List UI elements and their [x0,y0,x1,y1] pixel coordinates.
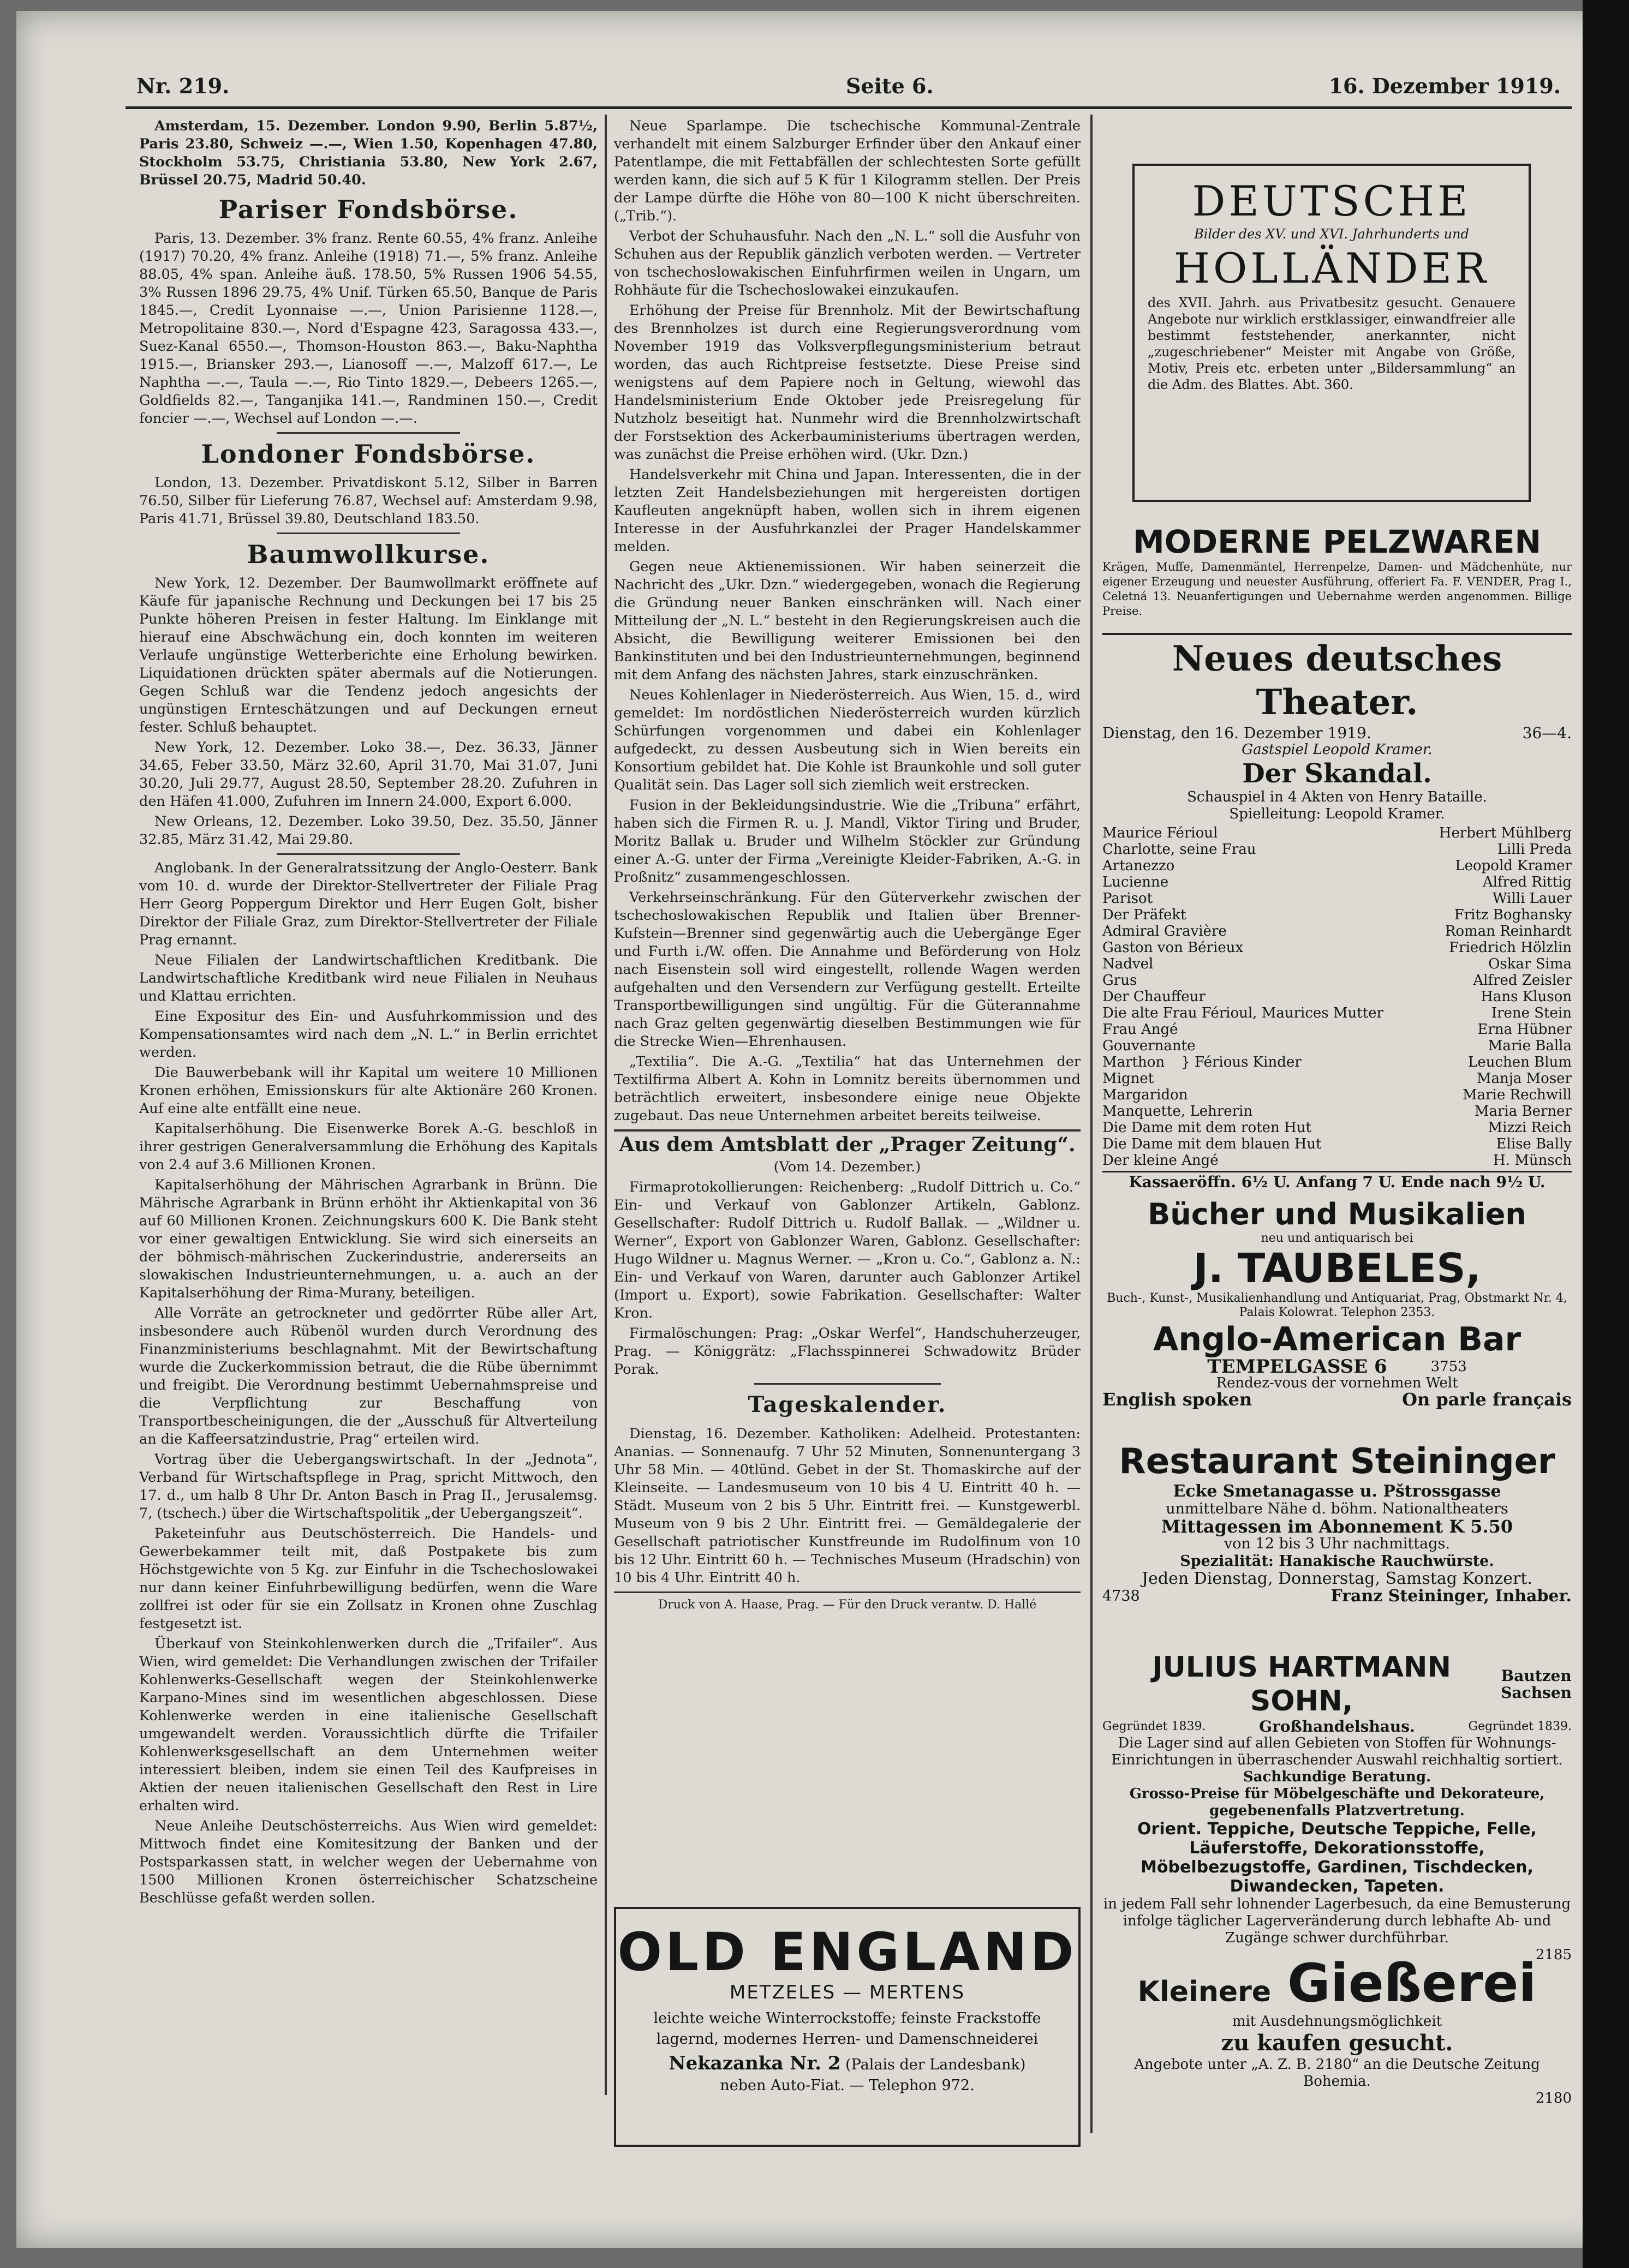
ad-line: Spezialität: Hanakische Rauchwürste. [1180,1553,1494,1570]
cast-row [1102,858,1572,874]
cast-row [1102,989,1572,1005]
ad-line: leichte weiche Winterrockstoffe; feinste Frackstoffe [653,2010,1041,2027]
cast-row [1102,1005,1572,1021]
cast-actor: H. Münsch [1493,1152,1572,1169]
ad-line: neben Auto-Fiat. — Telephon 972. [720,2077,975,2094]
cast-role: Frau Angé [1102,1021,1178,1038]
ad-address-note: (Palais der Landesbank) [845,2056,1026,2073]
cast-row [1102,1152,1572,1169]
heading-cotton: Baumwollkurse. [247,540,490,569]
ad-owner: Franz Steininger, Inhaber. [1330,1587,1572,1606]
performance-times: Kassaeröffn. 6½ U. Anfang 7 U. Ende nach 9½ U. [1102,1171,1572,1190]
performance-date: Dienstag, den 16. Dezember 1919. [1102,724,1371,742]
cast-role: Gouvernante [1102,1038,1196,1054]
cast-row [1102,890,1572,907]
news-item: Neue Anleihe Deutschösterreichs. Aus Wien wird gemeldet: Mittwoch findet eine Komitesitzung der Banken und der Postsparkassen statt, in welcher wegen der Uebernahme von 1500 Millionen Kronen österreichischer Schatzscheine Beschlüsse gefaßt werden sollen. [139,1818,598,1906]
guest-performance: Gastspiel Leopold Kramer. [1242,741,1433,758]
news-item: Neues Kohlenlager in Niederösterreich. Aus Wien, 15. d., wird gemeldet: Im nordöstlichen Niederösterreich wurden kürzlich Schürfungen vorgenommen und dabei ein Kohlenlager aufgedeckt, zu dessen Ausbeutung sich in Wien bereits ein Konsortium gebildet hat. Die Kohle ist Braunkohle und soll guter Qualität sein. Das Lager soll sich ziemlich weit erstrecken. [614,687,1081,793]
amsterdam-rates: Amsterdam, 15. Dezember. London 9.90, Berlin 5.87½, Paris 23.80, Schweiz —.—, Wien 1.50, Kopenhagen 47.80, Stockholm 53.75, Christiania 53.80, New York 2.67, Brüssel 20.75, Madrid 50.40. [139,118,598,188]
header-rule [126,106,1572,109]
ad-buecher [1102,1197,1572,1319]
news-item: Kapitalserhöhung der Mährischen Agrarbank in Brünn. Die Mährische Agrarbank in Brünn erhöht ihr Aktienkapital von 36 auf 60 Millionen Kronen. Zeichnungskurs 600 K. Die Bank steht vor einer gewaltigen Entwicklung. Sie wird sich einerseits an der böhmisch-mährischen Zuckerindustrie, andererseits an slowakischen Industrieunternehmungen, u. a. auch an der Kapitalserhöhung der Rima-Murany, beteiligen. [139,1177,598,1301]
theater-title: Neues deutsches Theater. [1172,638,1502,723]
ad-line: neu und antiquarisch bei [1261,1231,1413,1245]
ad-text: Angebote unter „A. Z. B. 2180“ an die Deutsche Zeitung Bohemia. [1134,2056,1540,2090]
cast-actor: Lilli Preda [1497,841,1572,858]
cast-row [1102,825,1572,841]
column-news [614,117,1081,2136]
ad-title: Anglo-American Bar [1153,1320,1521,1359]
news-item: Fusion in der Bekleidungsindustrie. Wie die „Tribuna“ erfährt, haben sich die Firmen R. u. J. Mandl, Viktor Tiring und Bruder, Moritz Ballak u. Bruder und Wilhelm Stöckler zur Gründung einer A.-G. unter der Firma „Vereinigte Kleider-Fabriken, A.-G. in Proßnitz“ zusammengeschlossen. [614,797,1081,885]
ad-text: Die Lager sind auf allen Gebieten von Stoffen für Wohnungs-Einrichtungen in überraschender Auswahl reichhaltig sortiert. [1111,1735,1563,1768]
cast-row [1102,907,1572,923]
director: Spielleitung: Leopold Kramer. [1229,806,1445,822]
news-item: Alle Vorräte an getrockneter und gedörrter Rübe aller Art, insbesondere auch Rübenöl wurden durch Verordnung des Finanzministeriums beschlagnahmt. Mit der Bewirtschaftung wurde die Zuckerkommission betraut, die die Rübe übernimmt und freigibt. Die Verordnung bestimmt Uebernahmspreise und die Verpflichtung zur Beschaffung von Transportbescheinigungen, die der „Ausschuß für Altverteilung an die Kaffeersatzindustrie, Prag“ erteilen wird. [139,1305,598,1447]
cast-actor: Alfred Rittig [1482,874,1572,890]
cast-role: Margaridon [1102,1087,1188,1103]
cast-row [1102,1103,1572,1120]
cast-actor: Erna Hübner [1477,1021,1572,1038]
ad-title: Bücher und Musikalien [1148,1197,1526,1231]
cast-role: Grus [1102,972,1137,989]
cast-row [1102,1136,1572,1152]
news-item: Handelsverkehr mit China und Japan. Interessenten, die in der letzten Zeit Handelsbeziehungen mit hergereisten dortigen Kaufleuten angeknüpft haben, wollen sich in ihrem eigenen Interesse in der Ausfuhrkanzlei der Prager Handelskammer melden. [614,466,1081,555]
cast-actor: Manja Moser [1476,1070,1572,1087]
cast-role: Der Chauffeur [1102,989,1206,1005]
cotton-text: New York, 12. Dezember. Loko 38.—, Dez. 36.33, Jänner 34.65, Feber 33.50, März 32.60, April 31.70, Mai 31.07, Juni 30.20, Juli 29.77, August 28.50, September 28.20. Zufuhren in den Häfen 41.000, Zufuhren im Innern 24.000, Export 6.000. [139,739,598,810]
cast-role: Gaston von Bérieux [1102,939,1244,956]
heading-london: Londoner Fondsbörse. [201,439,536,469]
cast-actor: Leuchen Blum [1468,1054,1572,1070]
ad-code: 3753 [1430,1359,1467,1375]
ad-text: in jedem Fall sehr lohnender Lagerbesuch, da eine Bemusterung infolge täglicher Lagerveränderung durch lebhafte Ab- und Zugänge schwer durchführbar. [1103,1896,1571,1946]
ad-line: Grosso-Preise für Möbelgeschäfte und Dekorateure, gegebenenfalls Platzvertretung. [1129,1786,1545,1819]
news-item: Verbot der Schuhausfuhr. Nach den „N. L.“ soll die Ausfuhr von Schuhen aus der Republik gänzlich verboten werden. — Vertreter von tschechoslowakischen Einfuhrfirmen weilen in Ungarn, um Rohhäute für die Tschechoslowakei einzukaufen. [614,228,1081,298]
cast-role: Mignet [1102,1070,1154,1087]
cast-actor: Hans Kluson [1481,989,1572,1005]
ad-title: DEUTSCHE [1192,177,1471,225]
cast-actor: Mizzi Reich [1488,1120,1572,1136]
french-spoken: On parle français [1402,1389,1572,1410]
cast-row [1102,1038,1572,1054]
separator [1102,633,1572,635]
ad-deutsche-hollaender [1132,164,1531,502]
ad-text: Orient. Teppiche, Deutsche Teppiche, Felle, Läuferstoffe, Dekorationsstoffe, Möbelbezugstoffe, Gardinen, Tischdecken, Diwandecken, Tapeten. [1137,1820,1537,1896]
cast-actor: Alfred Zeisler [1473,972,1572,989]
separator [614,1129,1081,1132]
london-text: London, 13. Dezember. Privatdiskont 5.12, Silber in Barren 76.50, Silber für Lieferung 76.87, Wechsel auf: Amsterdam 9.98, Paris 41.71, Brüssel 39.80, Deutschland 183.50. [139,475,598,527]
cast-row [1102,874,1572,890]
cast-actor: Marie Rechwill [1463,1087,1572,1103]
cast-role: Die Dame mit dem roten Hut [1102,1120,1311,1136]
amtsblatt-date: (Vom 14. Dezember.) [773,1159,921,1175]
ad-line: unmittelbare Nähe d. böhm. Nationaltheaters [1166,1500,1508,1517]
ad-line: Sachkundige Beratung. [1243,1769,1431,1785]
ad-founded: Gegründet 1839. [1102,1720,1206,1733]
cast-role: Lucienne [1102,874,1169,890]
news-item: Kapitalserhöhung. Die Eisenwerke Borek A.-G. beschloß in ihrer gestrigen Generalversammlung die Erhöhung des Kapitals von 2.4 auf 3.6 Millionen Kronen. [139,1121,598,1173]
ad-title: JULIUS HARTMANN SOHN, [1152,1651,1452,1718]
ad-founded: Gegründet 1839. [1468,1720,1572,1733]
ad-line: lagernd, modernes Herren- und Damenschneiderei [656,2031,1039,2048]
paris-text: Paris, 13. Dezember. 3% franz. Rente 60.55, 4% franz. Anleihe (1917) 70.20, 4% franz. Anleihe (1918) 71.—, 5% franz. Anleihe 88.05, 4% span. Anleihe äuß. 178.50, 5% Russen 1906 54.55, 3% Russen 1896 29.75, 4% Unif. Türken 65.50, Banque de Paris 1845.—, Credit Lyonnaise —.—, Union Parisienne 1128.—, Metropolitaine 830.—, Nord d'Espagne 423, Saragossa 433.—, Suez-Kanal 6550.—, Thomson-Houston 863.—, Baku-Naphtha 1915.—, Briansker 293.—, Lianosoff —.—, Malzoff 617.—, Le Naphtha —.—, Taula —.—, Rio Tinto 1829.—, Debeers 1265.—, Goldfields 82.—, Tanganjika 141.—, Randminen 150.—, Credit foncier —.—, Wechsel auf London —.—. [139,230,598,427]
ad-code: 2185 [1535,1947,1572,1963]
cast-role: Der Präfekt [1102,907,1186,923]
cast-role: Marthon } Férious Kinder [1102,1054,1302,1070]
ad-code: 2180 [1535,2090,1572,2107]
issue-number: Nr. 219. [136,74,230,98]
scan-border [1583,0,1629,2268]
cast-row [1102,1120,1572,1136]
cast-row [1102,956,1572,972]
cast-actor: Leopold Kramer [1455,858,1572,874]
ad-giesserei [1102,1953,1572,2128]
ad-text: Buch-, Kunst-, Musikalienhandlung und Antiquariat, Prag, Obstmarkt Nr. 4, Palais Kolowrat. Telephon 2353. [1107,1291,1567,1319]
ad-subtitle: METZELES — MERTENS [729,1982,965,2003]
ad-line: Ecke Smetanagasse u. Pštrossgasse [1173,1482,1501,1501]
ad-restaurant-steininger [1102,1440,1572,1642]
cast-role: Maurice Férioul [1102,825,1218,841]
ad-old-england [614,1907,1081,2147]
separator [614,1591,1081,1593]
play-description: Schauspiel in 4 Akten von Henry Bataille. [1187,789,1487,805]
cast-role: Artanezzo [1102,858,1175,874]
cotton-text: New York, 12. Dezember. Der Baumwollmarkt eröffnete auf Käufe für japanische Rechnung und Deckungen bei 17 bis 25 Punkte höheren Preisen in fester Haltung. Im Einklange mit hierauf eine Abschwächung ein, doch konnten im weiteren Verlaufe ungünstige Wetterberichte eine Erholung bewirken. Liquidationen drückten später abermals auf die Notierungen. Gegen Schluß war die Tendenz jedoch angesichts der ungünstigen Ernteschätzungen und auf Deckungen erneut fester. Schluß behauptet. [139,575,598,735]
heading-amtsblatt: Aus dem Amtsblatt der „Prager Zeitung“. [619,1133,1076,1156]
ad-line: von 12 bis 3 Uhr nachmittags. [1224,1535,1450,1552]
cast-role: Manquette, Lehrerin [1102,1103,1253,1120]
cast-row [1102,939,1572,956]
cast-role: Nadvel [1102,956,1154,972]
theater-listing [1102,637,1572,1194]
ad-code: 4738 [1102,1588,1140,1605]
play-title: Der Skandal. [1242,758,1432,789]
performance-number: 36—4. [1522,724,1572,742]
ad-title: OLD ENGLAND [617,1922,1077,1983]
news-item: Vortrag über die Uebergangswirtschaft. In der „Jednota“, Verband für Wirtschaftspflege in Prag, spricht Mittwoch, den 17. d., um halb 8 Uhr Dr. Anton Basch in Prag II., Jerusalemsg. 7, (tschech.) über die Wirtschaftspolitik „der Uebergangszeit“. [139,1451,598,1522]
ad-location: Bautzen [1501,1667,1572,1685]
ad-text: des XVII. Jahrh. aus Privatbesitz gesucht. Genauere Angebote nur wirklich erstklassiger, einwandfreier alle bestimmt feststehender, anerkannter, nicht „zugeschriebener“ Meister mit Angabe von Größe, Motiv, Preis etc. erbeten unter „Bildersammlung“ an die Adm. des Blattes. Abt. 360. [1148,295,1515,392]
news-item: Verkehrseinschränkung. Für den Güterverkehr zwischen der tschechoslowakischen Republik und Italien über Brenner-Kufstein—Brenner sind gegenwärtig auch die Uebergänge Eger und Furth i./W. offen. Die Annahme und Beförderung von Holz nach Eisenstein soll wird eingestellt, rollende Wagen werden aufgehalten und den Versendern zur Verfügung gestellt. Erteilte Transportbewilligungen sind ungültig. Für die Güterannahme nach Graz gelten gegenwärtig dieselben Bestimmungen wie für die Strecke Wien—Ehrenhausen. [614,889,1081,1050]
news-item: Überkauf von Steinkohlenwerken durch die „Trifailer“. Aus Wien, wird gemeldet: Die Verhandlungen zwischen der Trifailer Kohlenwerks-Gesellschaft wegen der Steinkohlenwerke Karpano-Mines sind im wesentlichen abgeschlossen. Diese Kohlenwerke werden in eine italienische Gesellschaft umgewandelt werden. Voraussichtlich dürfte die Trifailer Kohlenwerksgesellschaft an dem Unternehmen weiter interessiert bleiben, indem sie einen Teil des Kaufpreises in Aktien der neuen italienischen Gesellschaft den Rest in Lire erhalten wird. [139,1636,598,1814]
cast-actor: Oskar Sima [1488,956,1572,972]
ad-name: J. TAUBELES, [1193,1245,1481,1292]
cast-actor: Roman Reinhardt [1445,923,1572,939]
cast-actor: Herbert Mühlberg [1439,825,1572,841]
separator [277,432,460,434]
column-finance [139,117,598,2136]
cast-role: Charlotte, seine Frau [1102,841,1256,858]
ad-line: Rendez-vous der vornehmen Welt [1216,1375,1458,1391]
separator [277,853,460,855]
cast-row [1102,1087,1572,1103]
imprint: Druck von A. Haase, Prag. — Für den Druck verantw. D. Hallé [658,1598,1037,1612]
ad-line: Mittagessen im Abonnement K 5.50 [1161,1516,1513,1537]
cast-actor: Friedrich Hölzlin [1449,939,1572,956]
ad-address: Nekazanka Nr. 2 [669,2052,841,2074]
cast-role: Parisot [1102,890,1153,907]
heading-tageskalender: Tageskalender. [748,1392,947,1417]
ad-line: zu kaufen gesucht. [1221,2030,1453,2056]
cast-actor: Maria Berner [1474,1103,1572,1120]
cast-role: Admiral Gravière [1102,923,1227,939]
news-item: Eine Expositur des Ein- und Ausfuhrkommission und des Kompensationsamtes wird nach dem „N. L.“ in Berlin errichtet werden. [139,1008,598,1061]
ad-hartmann [1102,1650,1572,1963]
separator [277,532,460,534]
column-rule-2 [1090,115,1093,2133]
ad-pelzwaren [1102,524,1572,633]
news-item: Neue Filialen der Landwirtschaftlichen Kreditbank. Die Landwirtschaftliche Kreditbank wird neue Filialen in Neuhaus und Klattau errichten. [139,952,598,1004]
ad-anglo-american-bar [1102,1320,1572,1435]
ad-title: Gießerei [1287,1953,1537,2014]
ad-line: Bilder des XV. und XVI. Jahrhunderts und [1194,226,1469,242]
news-item: Paketeinfuhr aus Deutschösterreich. Die Handels- und Gewerbekammer teilt mit, daß Postpakete bis zum Höchstgewichte von 5 Kg. zur Einfuhr in die Tschechoslowakei nur dann keiner Einfuhrbewilligung bedürfen, wenn die Ware zollfrei ist oder für sie ein Zollsatz in Kronen ohne Zuschlag festgesetzt ist. [139,1525,598,1632]
ad-title: HOLLÄNDER [1173,244,1490,292]
cast-row [1102,1021,1572,1038]
cast-row [1102,1054,1572,1070]
ad-prefix: Kleinere [1137,1976,1272,2008]
ad-line: Jeden Dienstag, Donnerstag, Samstag Konzert. [1142,1569,1532,1588]
news-item: Die Bauwerbebank will ihr Kapital um weitere 10 Millionen Kronen erhöhen, Emissionskurs für alte Aktionäre 260 Kronen. Auf eine alte entfällt eine neue. [139,1064,598,1117]
news-item: „Textilia“. Die A.-G. „Textilia“ hat das Unternehmen der Textilfirma Albert A. Kohn in Lomnitz bereits übernommen und beträchtlich erweitert, insbesondere einige neue Objekte zugebaut. Das neue Unternehmen arbeitet bereits teilweise. [614,1054,1081,1124]
cast-row [1102,841,1572,858]
ad-address: TEMPELGASSE 6 [1207,1356,1387,1378]
ad-line: mit Ausdehnungsmöglichkeit [1232,2013,1442,2030]
amtsblatt-item: Firmaprotokollierungen: Reichenberg: „Rudolf Dittrich u. Co.“ Ein- und Verkauf von Gablonzer Artikeln, Gablonz. Gesellschafter: Rudolf Dittrich u. Rudolf Ballak. — „Wildner u. Werner“, Export von Gablonzer Waren, Gablonz. Gesellschafter: Hugo Wildner u. Magnus Werner. — „Kron u. Co.“, Gablonz a. N.: Ein- und Verkauf von Waren, darunter auch Gablonzer Artikel (Import u. Export), sowie Fabrikation. Gesellschafter: Walter Kron. [614,1179,1081,1321]
cast-role: Die Dame mit dem blauen Hut [1102,1136,1322,1152]
cast-row [1102,923,1572,939]
english-spoken: English spoken [1102,1389,1252,1410]
cast-actor: Elise Bally [1496,1136,1572,1152]
news-item: Erhöhung der Preise für Brennholz. Mit der Bewirtschaftung des Brennholzes ist durch eine Regierungsverordnung vom November 1919 das Volksverpflegungsministerium betraut worden, das auch Richtpreise festsetzte. Diese Preise sind wenigstens auf dem Papiere noch in Geltung, wiewohl das Handelsministerium Ende Oktober jede Preisregelung für Nutzholz beseitigt hat. Nunmehr wird die Brennholzwirtschaft der Forstsektion des Ackerbauministeriums übertragen werden, was zunächst die Preise erhöhen wird. (Ukr. Dzn.) [614,302,1081,463]
issue-date: 16. Dezember 1919. [1328,74,1561,98]
page-number: Seite 6. [846,74,934,98]
news-item: Neue Sparlampe. Die tschechische Kommunal-Zentrale verhandelt mit einem Salzburger Erfinder über den Ankauf einer Patentlampe, die mit Fettabfällen der schlechtesten Sorte gefüllt werden kann, die sich auf 5 K für 1 Kilogramm stellen. Der Preis der Lampe dürfte die Höhe von 80—100 K nicht überschreiten. („Trib.“). [614,118,1081,224]
news-item: Anglobank. In der Generalratssitzung der Anglo-Oesterr. Bank vom 10. d. wurde der Direktor-Stellvertreter der Filiale Prag Herr Georg Poppergum Direktor und Herr Eugen Golt, bisher Direktor der Filiale Graz, zum Direktor-Stellvertreter der Filiale Prag ernannt. [139,860,598,948]
ad-line: Großhandelshaus. [1259,1718,1415,1736]
cast-list [1102,825,1572,1169]
news-item: Gegen neue Aktienemissionen. Wir haben seinerzeit die Nachricht des „Ukr. Dzn.“ wiedergegeben, wonach die Regierung die Gründung neuer Banken einschränken will. Nach einer Mitteilung der „N. L.“ besteht in den Regierungskreisen auch die Absicht, die Bewilligung weiterer Emissionen bei den Bankinstituten und bei den Industrieunternehmungen, beginnend mit dem Anfang des nächsten Jahres, stark einzuschränken. [614,559,1081,683]
ad-title: Restaurant Steininger [1119,1441,1555,1482]
tageskalender-text: Dienstag, 16. Dezember. Katholiken: Adelheid. Protestanten: Ananias. — Sonnenaufg. 7 Uhr 52 Minuten, Sonnenuntergang 3 Uhr 58 Min. — 40tlünd. Gebet in der St. Thomaskirche auf der Kleinseite. — Landesmuseum von 10 bis 4 U. Eintritt 40 h. — Städt. Museum von 2 bis 5 Uhr. Eintritt frei. — Kunstgewerbl. Museum von 9 bis 2 Uhr. Eintritt frei. — Gemäldegalerie der Gesellschaft patriotischer Kunstfreunde im Rudolfinum von 10 bis 12 Uhr. Eintritt 60 h. — Technisches Museum (Hradschin) von 10 bis 4 Uhr. Eintritt 40 h. [614,1426,1081,1586]
heading-paris: Pariser Fondsbörse. [218,195,518,224]
cast-actor: Irene Stein [1491,1005,1572,1021]
ad-title: MODERNE PELZWAREN [1132,523,1542,560]
cast-role-note: } Férious Kinder [1181,1054,1302,1070]
cast-actor: Marie Balla [1488,1038,1572,1054]
ad-location: Sachsen [1501,1684,1572,1702]
cast-role: Der kleine Angé [1102,1152,1219,1169]
cast-role: Die alte Frau Férioul, Maurices Mutter [1102,1005,1383,1021]
ad-text: Krägen, Muffe, Damenmäntel, Herrenpelze, Damen- und Mädchenhüte, nur eigener Erzeugung und neuester Ausführung, offeriert Fa. F. VENDER, Prag I., Celetná 13. Neuanfertigungen und Uebernahme werden angenommen. Billige Preise. [1102,560,1572,618]
cast-row [1102,1070,1572,1087]
cast-actor: Willi Lauer [1492,890,1572,907]
cotton-text: New Orleans, 12. Dezember. Loko 39.50, Dez. 35.50, Jänner 32.85, März 31.42, Mai 29.80. [139,813,598,848]
cast-actor: Fritz Boghansky [1454,907,1572,923]
separator [754,1383,941,1385]
amtsblatt-item: Firmalöschungen: Prag: „Oskar Werfel“, Handschuherzeuger, Prag. — Königgrätz: „Flachsspinnerei Schwadowitz Brüder Porak. [614,1325,1081,1378]
cast-row [1102,972,1572,989]
page-header [98,74,1583,106]
column-rule-1 [605,115,607,2095]
